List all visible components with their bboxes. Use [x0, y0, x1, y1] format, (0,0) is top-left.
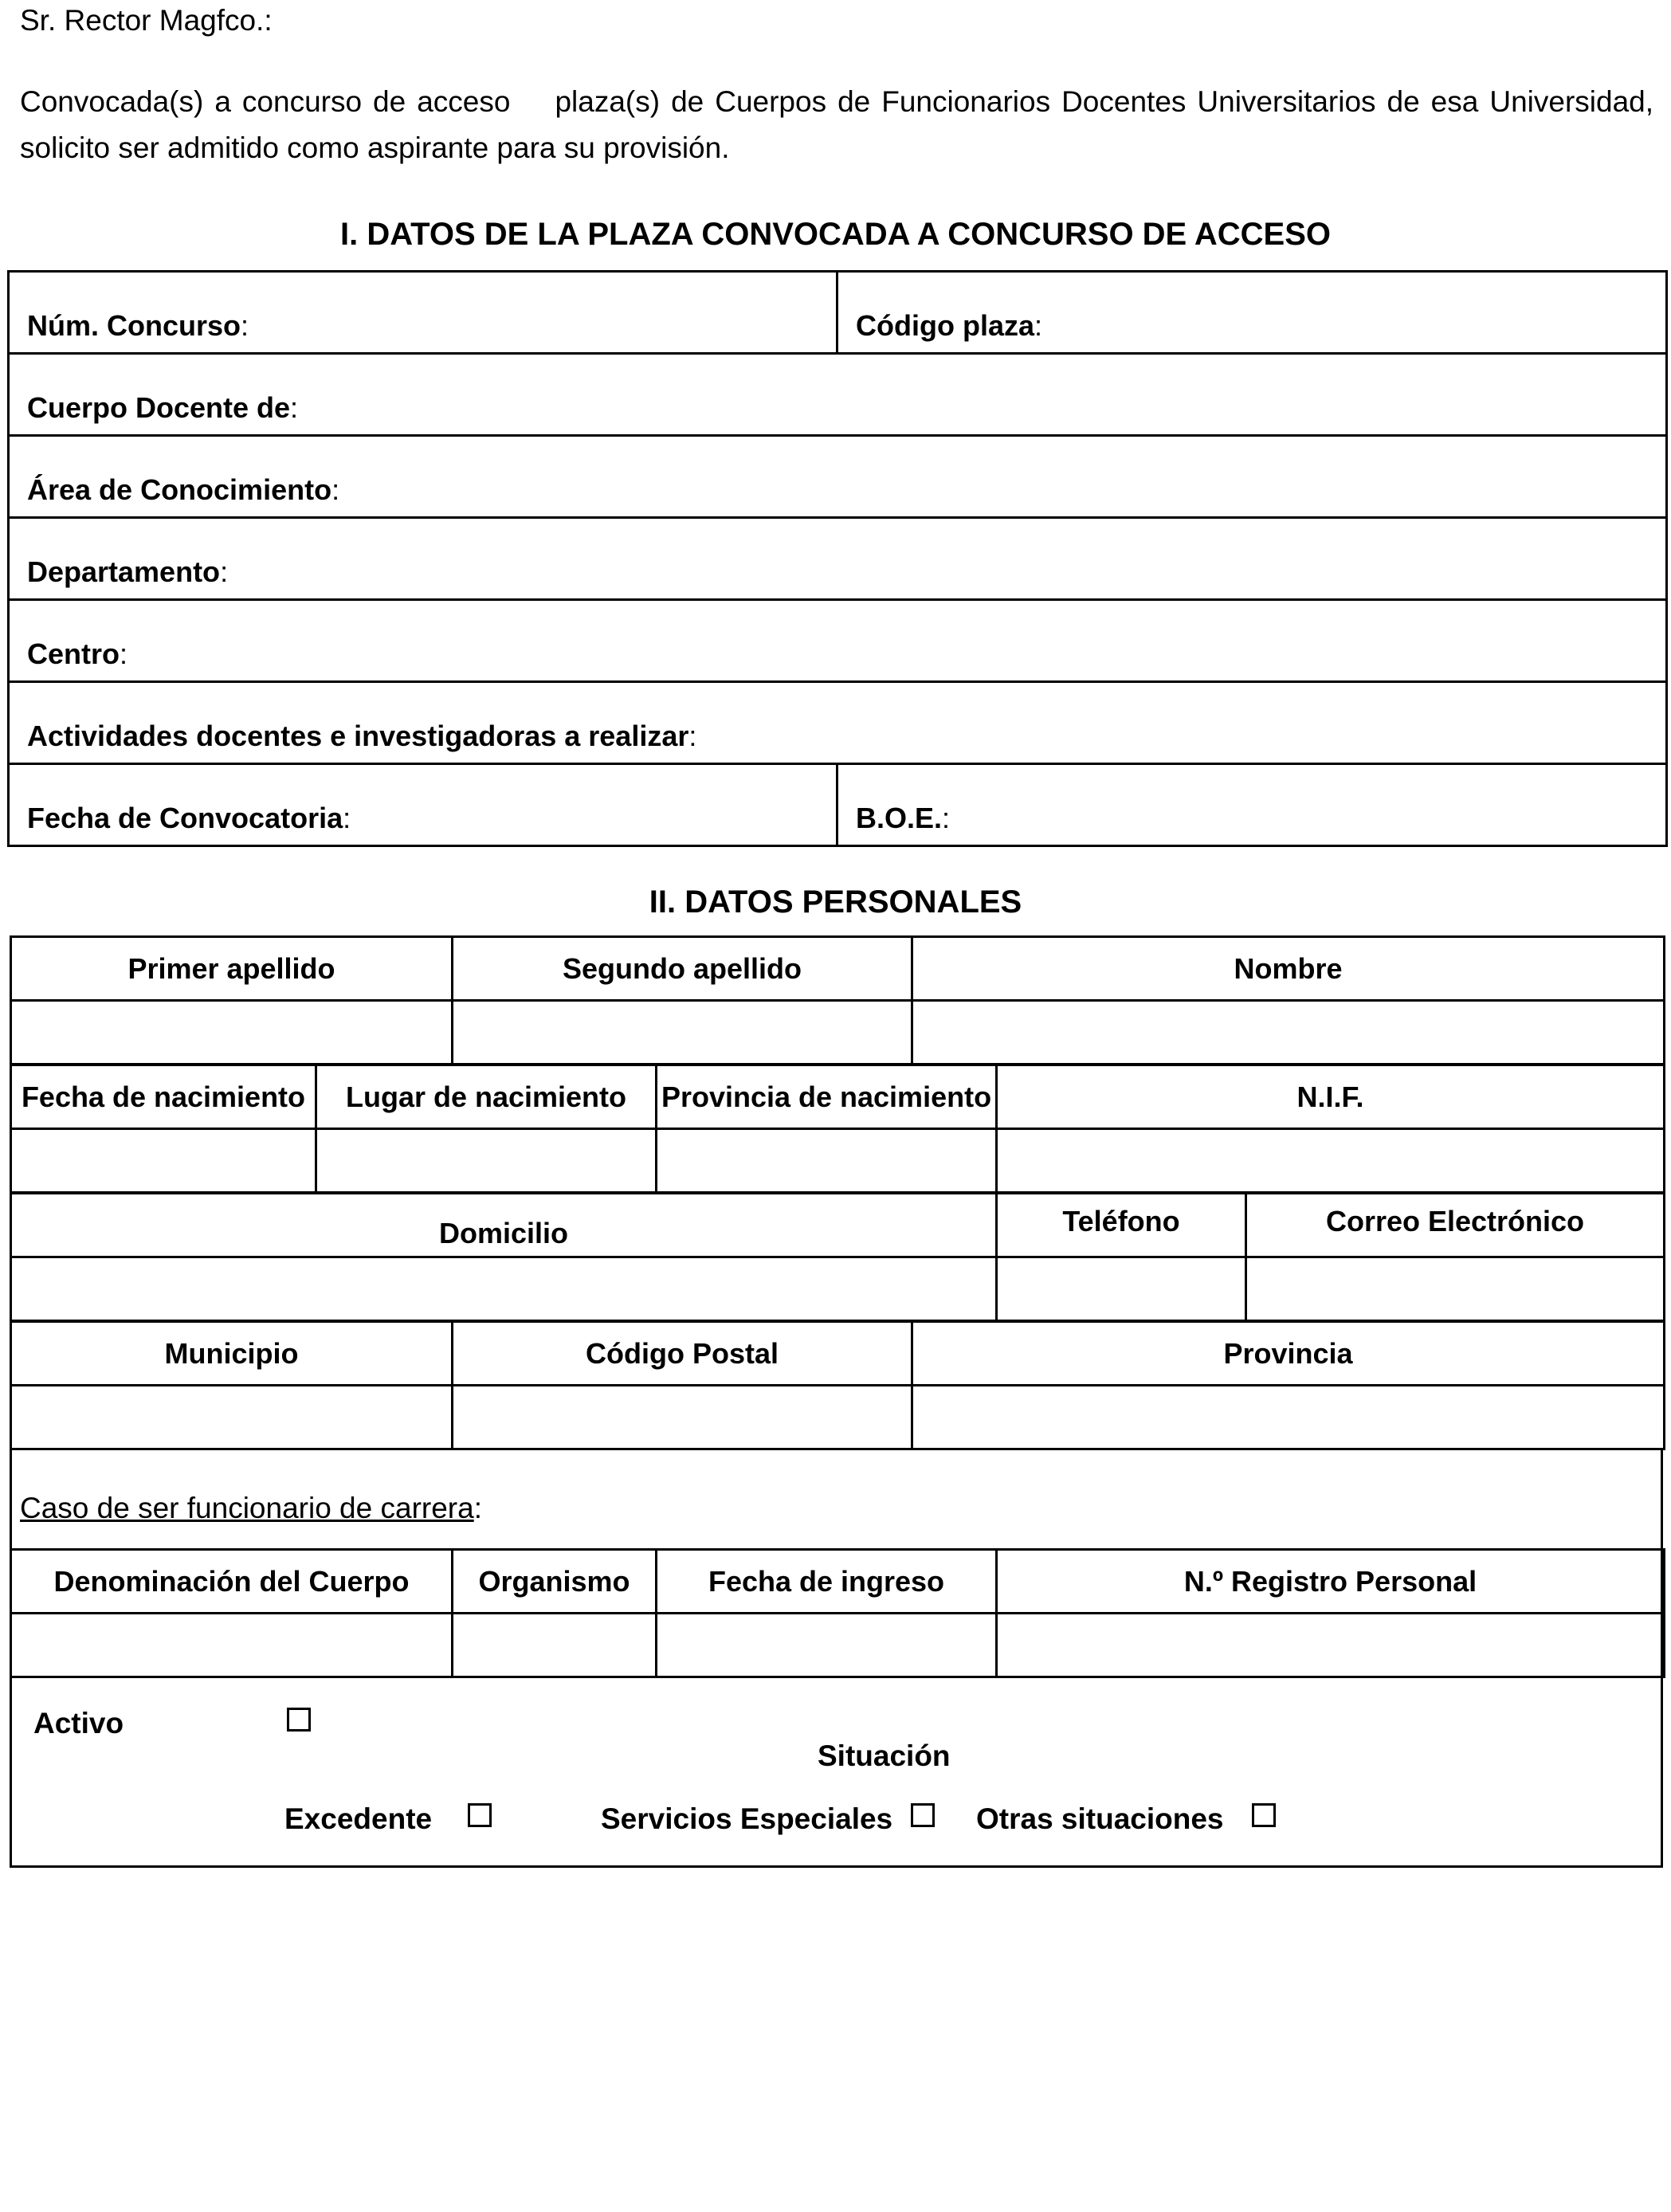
otras-situaciones-label: Otras situaciones [976, 1802, 1224, 1835]
area-cell[interactable] [9, 436, 1667, 518]
registro-personal-field[interactable] [997, 1614, 1665, 1677]
activo-label: Activo [33, 1707, 124, 1739]
cuerpo-docente-label: Cuerpo Docente de [27, 391, 291, 424]
colon: : [473, 1492, 482, 1524]
num-concurso-label: Núm. Concurso [27, 309, 241, 342]
organismo-field[interactable] [453, 1614, 657, 1677]
intro-paragraph [20, 79, 1662, 171]
municipio-field[interactable] [11, 1386, 453, 1449]
intro-text: Convocada(s) a concurso de acceso plaza(s) de Cuerpos de Funcionarios Docentes Universitarios de esa Universidad, solicito ser admitido como aspirante para su provisión. [20, 85, 1662, 164]
activo-checkbox[interactable] [287, 1708, 311, 1732]
correo-header: Correo Electrónico [1246, 1194, 1665, 1257]
departamento-label: Departamento [27, 555, 221, 588]
caso-funcionario-text: Caso de ser funcionario de carrera [20, 1492, 474, 1524]
salutation: Sr. Rector Magfco.: [20, 4, 273, 37]
nif-header: N.I.F. [997, 1065, 1665, 1129]
provincia-nacimiento-field[interactable] [657, 1129, 997, 1193]
section1-title: I. DATOS DE LA PLAZA CONVOCADA A CONCURSO DE ACCESO [339, 217, 1331, 252]
colon: : [331, 473, 340, 506]
centro-label: Centro [27, 637, 120, 670]
nif-field[interactable] [997, 1129, 1665, 1193]
codigo-postal-header: Código Postal [453, 1322, 912, 1386]
fecha-ingreso-field[interactable] [657, 1614, 997, 1677]
lugar-nacimiento-field[interactable] [316, 1129, 657, 1193]
municipality-table [10, 1320, 1665, 1450]
nombre-field[interactable] [912, 1001, 1665, 1065]
telefono-field[interactable] [997, 1257, 1246, 1321]
nombre-header: Nombre [912, 937, 1665, 1001]
fecha-nacimiento-field[interactable] [11, 1129, 316, 1193]
colon: : [290, 391, 299, 424]
fecha-convocatoria-cell[interactable] [9, 764, 837, 846]
registro-personal-header: N.º Registro Personal [997, 1550, 1665, 1614]
telefono-header: Teléfono [997, 1194, 1246, 1257]
provincia-nacimiento-header: Provincia de nacimiento [657, 1065, 997, 1129]
cuerpo-docente-cell[interactable] [9, 354, 1667, 436]
colon: : [120, 637, 128, 670]
lugar-nacimiento-header: Lugar de nacimiento [316, 1065, 657, 1129]
provincia-header: Provincia [912, 1322, 1665, 1386]
municipio-header: Municipio [11, 1322, 453, 1386]
caso-funcionario-label [20, 1493, 482, 1523]
address-table [10, 1192, 1665, 1322]
provincia-field[interactable] [912, 1386, 1665, 1449]
primer-apellido-field[interactable] [11, 1001, 453, 1065]
segundo-apellido-header: Segundo apellido [453, 937, 912, 1001]
colon: : [220, 555, 229, 588]
area-label: Área de Conocimiento [27, 473, 332, 506]
section2-title: II. DATOS PERSONALES [649, 884, 1022, 920]
otras-situaciones-checkbox[interactable] [1252, 1803, 1276, 1827]
codigo-plaza-cell[interactable] [837, 272, 1667, 354]
centro-cell[interactable] [9, 600, 1667, 682]
colon: : [241, 309, 249, 342]
servicios-especiales-label: Servicios Especiales [601, 1802, 893, 1835]
denominacion-field[interactable] [11, 1614, 453, 1677]
denominacion-header: Denominación del Cuerpo [11, 1550, 453, 1614]
birth-table [10, 1064, 1665, 1194]
departamento-cell[interactable] [9, 518, 1667, 600]
fecha-ingreso-header: Fecha de ingreso [657, 1550, 997, 1614]
name-table [10, 935, 1665, 1065]
boe-label: B.O.E. [856, 802, 943, 834]
boe-cell[interactable] [837, 764, 1667, 846]
organismo-header: Organismo [453, 1550, 657, 1614]
colon: : [688, 720, 697, 752]
actividades-label: Actividades docentes e investigadoras a realizar [27, 720, 689, 752]
servicios-especiales-checkbox[interactable] [911, 1803, 935, 1827]
colon: : [1034, 309, 1043, 342]
colon: : [942, 802, 951, 834]
domicilio-header: Domicilio [11, 1194, 997, 1257]
segundo-apellido-field[interactable] [453, 1001, 912, 1065]
fecha-convocatoria-label: Fecha de Convocatoria [27, 802, 343, 834]
codigo-plaza-label: Código plaza [856, 309, 1034, 342]
domicilio-field[interactable] [11, 1257, 997, 1321]
num-concurso-cell[interactable] [9, 272, 837, 354]
correo-field[interactable] [1246, 1257, 1665, 1321]
situacion-label: Situación [818, 1739, 951, 1772]
codigo-postal-field[interactable] [453, 1386, 912, 1449]
actividades-cell[interactable] [9, 682, 1667, 764]
section1-table [7, 270, 1668, 847]
colon: : [343, 802, 351, 834]
career-table [10, 1548, 1665, 1678]
excedente-checkbox[interactable] [468, 1803, 492, 1827]
fecha-nacimiento-header: Fecha de nacimiento [11, 1065, 316, 1129]
excedente-label: Excedente [284, 1802, 433, 1835]
primer-apellido-header: Primer apellido [11, 937, 453, 1001]
